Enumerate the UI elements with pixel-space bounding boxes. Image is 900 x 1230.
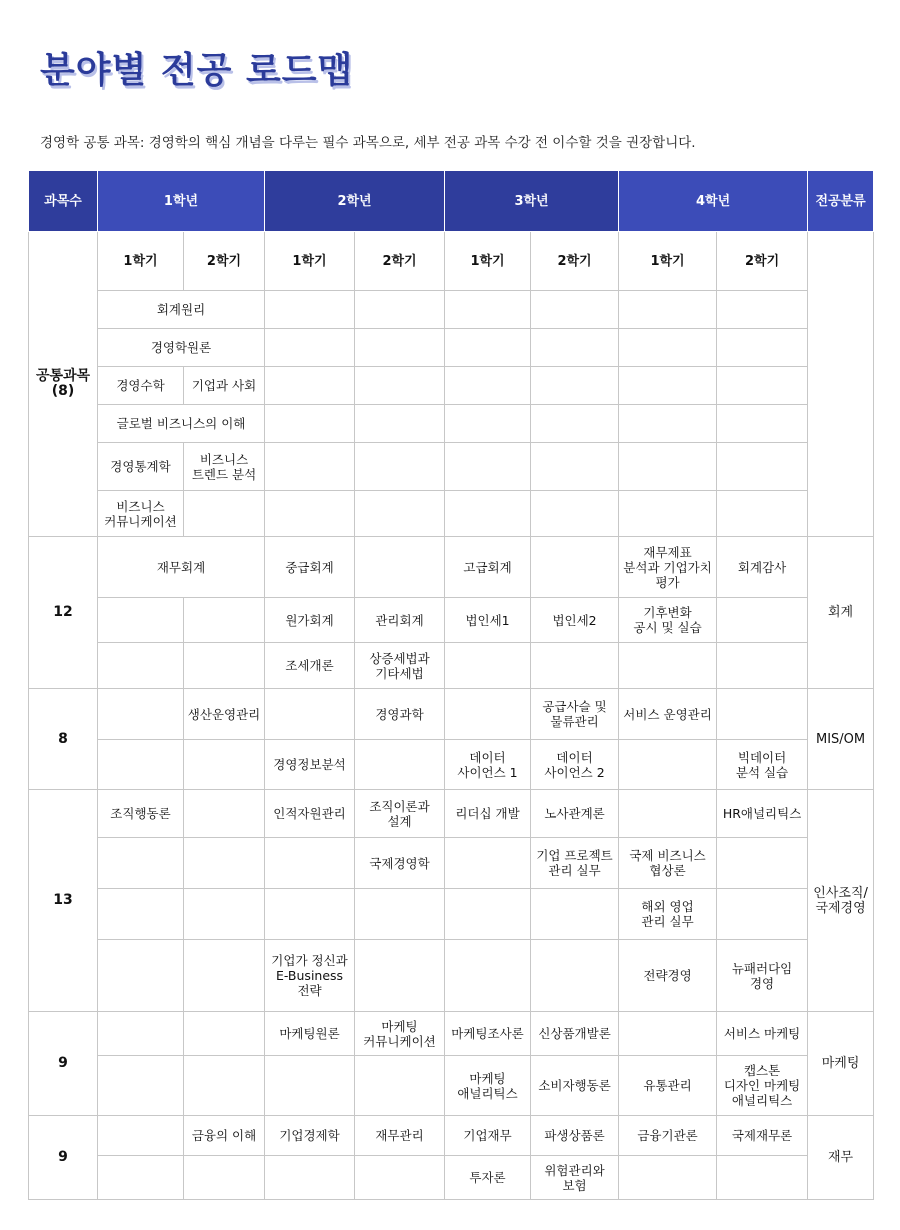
header-year-1: 1학년: [98, 171, 265, 232]
course-cell: [184, 1156, 265, 1200]
course-cell: 전략경영: [619, 940, 717, 1012]
course-cell: [445, 643, 531, 689]
course-cell: [717, 598, 808, 643]
year-header-row: [29, 171, 874, 232]
course-cell: 경영학원론: [98, 329, 265, 367]
course-cell: [184, 1012, 265, 1056]
course-cell: [265, 838, 355, 889]
table-row: [29, 598, 874, 643]
course-cell: [717, 643, 808, 689]
course-cell: 신상품개발론: [531, 1012, 619, 1056]
table-row: [29, 405, 874, 443]
common-category-cell: [808, 232, 874, 537]
course-cell: [265, 689, 355, 740]
course-cell: [355, 740, 445, 790]
semester-cell: 2학기: [531, 232, 619, 291]
semester-cell: 1학기: [445, 232, 531, 291]
course-cell: [265, 1156, 355, 1200]
course-cell: [619, 643, 717, 689]
course-cell: [184, 598, 265, 643]
course-cell: 재무관리: [355, 1116, 445, 1156]
table-row: [29, 537, 874, 598]
course-cell: 마케팅조사론: [445, 1012, 531, 1056]
course-cell: [98, 1056, 184, 1116]
course-cell: 회계원리: [98, 291, 265, 329]
course-cell: [355, 889, 445, 940]
course-cell: [98, 740, 184, 790]
course-cell: [531, 643, 619, 689]
header-year-2: 2학년: [265, 171, 445, 232]
course-cell: 빅데이터 분석 실습: [717, 740, 808, 790]
course-cell: 해외 영업 관리 실무: [619, 889, 717, 940]
course-cell: 서비스 마케팅: [717, 1012, 808, 1056]
course-cell: 마케팅원론: [265, 1012, 355, 1056]
course-cell: 경영정보분석: [265, 740, 355, 790]
common-group-label: 공통과목 (8): [29, 232, 98, 537]
course-cell: [531, 940, 619, 1012]
table-row: [29, 1056, 874, 1116]
course-cell: [184, 838, 265, 889]
course-cell: 국제재무론: [717, 1116, 808, 1156]
course-cell: 파생상품론: [531, 1116, 619, 1156]
course-cell: [184, 1056, 265, 1116]
course-cell: [717, 1156, 808, 1200]
course-cell: [98, 643, 184, 689]
table-row: [29, 740, 874, 790]
course-cell: [265, 1056, 355, 1116]
marketing-count: 9: [29, 1012, 98, 1116]
course-cell: [355, 940, 445, 1012]
accounting-count: 12: [29, 537, 98, 689]
course-cell: [184, 940, 265, 1012]
course-cell: [98, 1012, 184, 1056]
course-cell: 서비스 운영관리: [619, 689, 717, 740]
course-cell: 노사관계론: [531, 790, 619, 838]
course-cell: [717, 889, 808, 940]
course-cell: 기업 프로젝트 관리 실무: [531, 838, 619, 889]
header-year-4: 4학년: [619, 171, 808, 232]
table-row: [29, 1156, 874, 1200]
course-cell: 소비자행동론: [531, 1056, 619, 1116]
table-row: [29, 790, 874, 838]
course-cell: 회계감사: [717, 537, 808, 598]
semester-cell: 1학기: [265, 232, 355, 291]
course-cell: [265, 889, 355, 940]
course-cell: 글로벌 비즈니스의 이해: [98, 405, 265, 443]
course-cell: [355, 1056, 445, 1116]
course-cell: [619, 790, 717, 838]
course-cell: [98, 598, 184, 643]
course-cell: [355, 537, 445, 598]
course-cell: [98, 889, 184, 940]
semester-row: [29, 232, 874, 291]
course-cell: 조세개론: [265, 643, 355, 689]
roadmap-table: [28, 170, 874, 1200]
table-row: [29, 643, 874, 689]
course-cell: 기후변화 공시 및 실습: [619, 598, 717, 643]
course-cell: [619, 1012, 717, 1056]
course-cell: [184, 491, 265, 537]
table-row: [29, 689, 874, 740]
mis-count: 8: [29, 689, 98, 790]
course-cell: [445, 889, 531, 940]
course-cell: 상증세법과 기타세법: [355, 643, 445, 689]
course-cell: 재무제표 분석과 기업가치 평가: [619, 537, 717, 598]
course-cell: 기업과 사회: [184, 367, 265, 405]
course-cell: 원가회계: [265, 598, 355, 643]
course-cell: 법인세1: [445, 598, 531, 643]
course-cell: 위험관리와 보험: [531, 1156, 619, 1200]
course-cell: [184, 643, 265, 689]
table-row: [29, 367, 874, 405]
hr-count: 13: [29, 790, 98, 1012]
course-cell: 기업재무: [445, 1116, 531, 1156]
course-cell: 비즈니스 트렌드 분석: [184, 443, 265, 491]
course-cell: 뉴패러다임 경영: [717, 940, 808, 1012]
page-title: 분야별 전공 로드맵: [40, 50, 354, 91]
course-cell: [445, 689, 531, 740]
course-cell: [619, 740, 717, 790]
marketing-category: 마케팅: [808, 1012, 874, 1116]
hr-category: 인사조직/ 국제경영: [808, 790, 874, 1012]
course-cell: [531, 889, 619, 940]
table-row: [29, 443, 874, 491]
course-cell: 데이터 사이언스 2: [531, 740, 619, 790]
course-cell: [445, 940, 531, 1012]
course-cell: 데이터 사이언스 1: [445, 740, 531, 790]
course-cell: [531, 537, 619, 598]
page-subtitle: 경영학 공통 과목: 경영학의 핵심 개념을 다루는 필수 과목으로, 세부 전공 과목 수강 전 이수할 것을 권장합니다.: [40, 135, 696, 151]
finance-category: 재무: [808, 1116, 874, 1200]
header-year-3: 3학년: [445, 171, 619, 232]
course-cell: [184, 740, 265, 790]
course-cell: 비즈니스 커뮤니케이션: [98, 491, 184, 537]
table-row: [29, 940, 874, 1012]
header-category: 전공분류: [808, 171, 874, 232]
course-cell: 금융기관론: [619, 1116, 717, 1156]
course-cell: 경영수학: [98, 367, 184, 405]
semester-cell: 2학기: [717, 232, 808, 291]
course-cell: 생산운영관리: [184, 689, 265, 740]
course-cell: 마케팅 애널리틱스: [445, 1056, 531, 1116]
course-cell: HR애널리틱스: [717, 790, 808, 838]
course-cell: [717, 689, 808, 740]
course-cell: 마케팅 커뮤니케이션: [355, 1012, 445, 1056]
course-cell: [184, 790, 265, 838]
course-cell: 인적자원관리: [265, 790, 355, 838]
course-cell: 경영통계학: [98, 443, 184, 491]
table-row: [29, 838, 874, 889]
accounting-category: 회계: [808, 537, 874, 689]
course-cell: 캡스톤 디자인 마케팅 애널리틱스: [717, 1056, 808, 1116]
course-cell: [717, 838, 808, 889]
course-cell: 유통관리: [619, 1056, 717, 1116]
course-cell: 국제 비즈니스 협상론: [619, 838, 717, 889]
course-cell: [445, 838, 531, 889]
course-cell: 재무회계: [98, 537, 265, 598]
header-courses: 과목수: [29, 171, 98, 232]
table-row: [29, 889, 874, 940]
course-cell: 기업가 정신과 E-Business 전략: [265, 940, 355, 1012]
course-cell: 경영과학: [355, 689, 445, 740]
course-cell: [184, 889, 265, 940]
course-cell: [98, 689, 184, 740]
semester-cell: 1학기: [619, 232, 717, 291]
course-cell: 조직행동론: [98, 790, 184, 838]
course-cell: 리더십 개발: [445, 790, 531, 838]
course-cell: 투자론: [445, 1156, 531, 1200]
semester-cell: 2학기: [184, 232, 265, 291]
course-cell: 중급회계: [265, 537, 355, 598]
course-cell: [355, 1156, 445, 1200]
course-cell: [619, 1156, 717, 1200]
table-row: [29, 491, 874, 537]
table-row: [29, 291, 874, 329]
course-cell: 금융의 이해: [184, 1116, 265, 1156]
course-cell: [98, 1156, 184, 1200]
course-cell: 공급사슬 및 물류관리: [531, 689, 619, 740]
course-cell: 기업경제학: [265, 1116, 355, 1156]
course-cell: 법인세2: [531, 598, 619, 643]
course-cell: 고급회계: [445, 537, 531, 598]
table-row: [29, 329, 874, 367]
semester-cell: 1학기: [98, 232, 184, 291]
mis-category: MIS/OM: [808, 689, 874, 790]
course-cell: [98, 940, 184, 1012]
table-row: [29, 1012, 874, 1056]
course-cell: [98, 838, 184, 889]
course-cell: 국제경영학: [355, 838, 445, 889]
course-cell: [98, 1116, 184, 1156]
table-row: [29, 1116, 874, 1156]
semester-cell: 2학기: [355, 232, 445, 291]
finance-count: 9: [29, 1116, 98, 1200]
course-cell: 조직이론과 설계: [355, 790, 445, 838]
course-cell: 관리회계: [355, 598, 445, 643]
